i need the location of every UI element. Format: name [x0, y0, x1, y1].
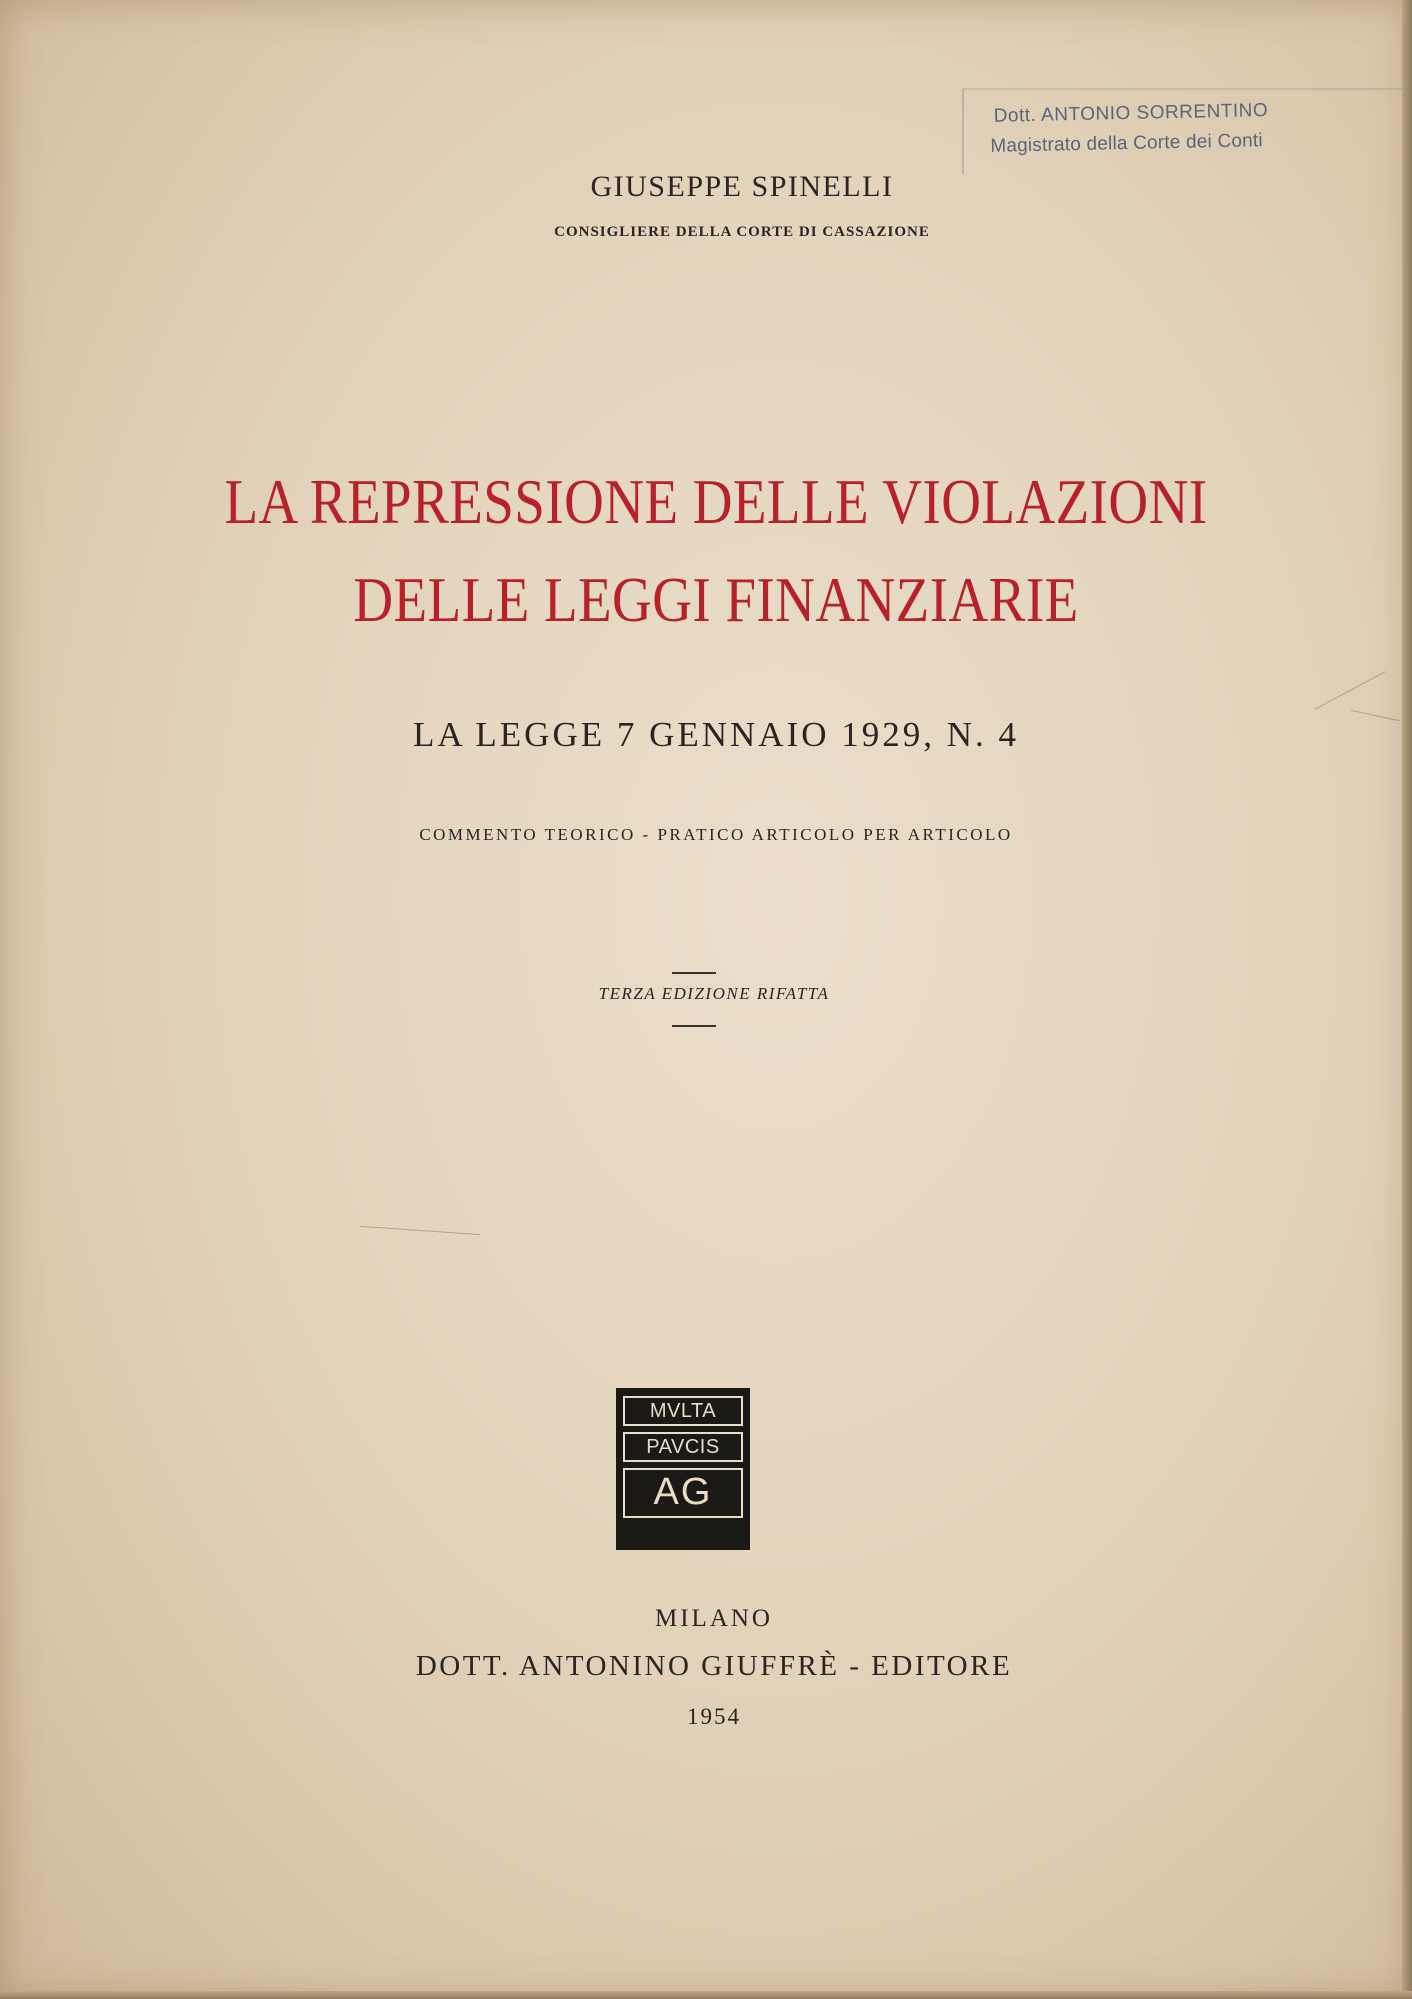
book-title-line-1: LA REPRESSIONE DELLE VIOLAZIONI: [224, 466, 1208, 537]
page-edge-bottom: [0, 1991, 1412, 1999]
publisher-logo: [616, 1388, 750, 1550]
book-subtitle: LA LEGGE 7 GENNAIO 1929, N. 4: [412, 715, 1020, 754]
author-name: GIUSEPPE SPINELLI: [590, 170, 894, 203]
commentary-description: COMMENTO TEORICO - PRATICO ARTICOLO PER ARTICOLO: [419, 825, 1013, 844]
author-role: CONSIGLIERE DELLA CORTE DI CASSAZIONE: [554, 224, 930, 240]
edition-note: TERZA EDIZIONE RIFATTA: [598, 984, 830, 1003]
paper-crease: [1314, 671, 1385, 709]
divider-top: [672, 972, 716, 974]
logo-motto-1: MVLTA: [623, 1396, 743, 1426]
publication-city: MILANO: [655, 1605, 773, 1632]
paper-crease: [360, 1226, 480, 1235]
ownership-stamp: [989, 94, 1360, 162]
stamp-owner-name: Dott. ANTONIO SORRENTINO: [993, 100, 1269, 127]
logo-motto-2: PAVCIS: [623, 1432, 743, 1462]
divider-bottom: [672, 1025, 716, 1027]
logo-initials: AG: [623, 1468, 743, 1518]
page-edge-right: [1402, 0, 1412, 1999]
publisher-name: DOTT. ANTONINO GIUFFRÈ - EDITORE: [415, 1650, 1013, 1682]
book-title-line-2: DELLE LEGGI FINANZIARIE: [353, 564, 1079, 635]
stamp-owner-title: Magistrato della Corte dei Conti: [990, 130, 1264, 157]
publication-year: 1954: [687, 1704, 741, 1729]
